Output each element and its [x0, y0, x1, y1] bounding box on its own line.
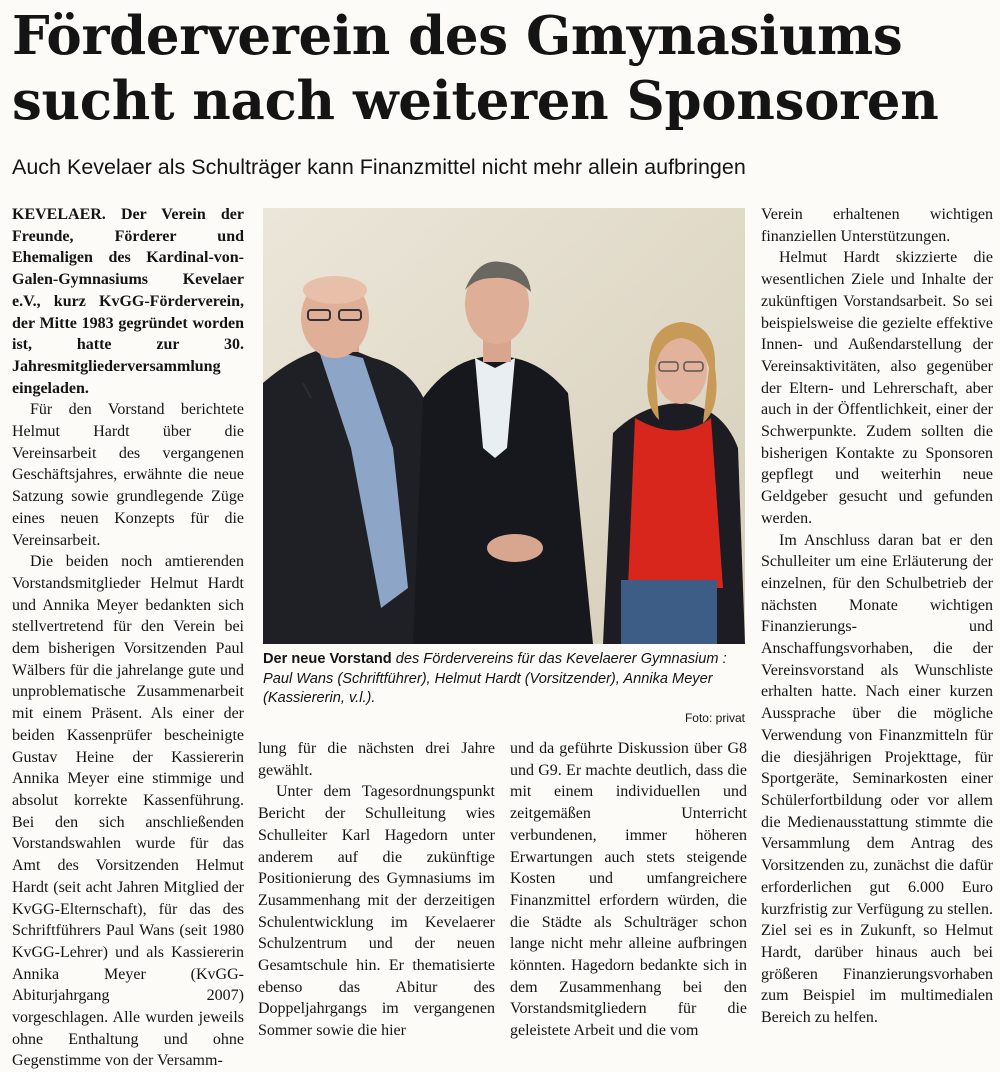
- body-paragraph: Helmut Hardt skizzierte die wesentlichen Ziele und Inhalte der zukünftigen Vorstandsarbeit. So sei beispielsweise die gezielte effektive Innen- und Außendarstellung der Vereinsaktivitäten, also gegenüber der Eltern- und Lehrerschaft, aber auch in der Öffentlichkeit, einer der Schwerpunkte. Zudem sollten die bisherigen Kontakte zu Sponsoren gepflegt und weiterhin neue Geldgeber gesucht und gefunden werden.: [761, 249, 993, 527]
- board-photo-illustration: [263, 208, 745, 644]
- body-paragraph: Die beiden noch amtierenden Vorstandsmitglieder Helmut Hardt und Annika Meyer bedankten sich stellvertretend für den Verein bei dem bisherigen Vorsitzenden Paul Wälbers für die jahrelange gute und unproblematische Zusammenarbeit mit einem Präsent. Als einer der beiden Kassenprüfer bescheinigte Gustav Heine der Kassiererin Annika Meyer eine stimmige und absolut korrekte Kassenführung. Bei den sich anschließenden Vorstandswahlen wurde für das Amt des Vorsitzenden Helmut Hardt (seit acht Jahren Mitglied der KvGG-Elternschaft), für das des Schriftführers Paul Wans (seit 1980 KvGG-Lehrer) und als Kassiererin Annika Meyer (KvGG-Abiturjahrgang 2007) vorgeschlagen. Alle wurden jeweils ohne Enthaltung und ohne Gegenstimme von der Versamm-: [12, 553, 244, 1070]
- column-2: [258, 738, 495, 1042]
- caption-lead: Der neue Vorstand: [263, 651, 392, 667]
- board-photo: [263, 208, 745, 644]
- column-4: [761, 204, 993, 1029]
- body-paragraph: und da geführte Diskussion über G8 und G9. Er machte deutlich, dass die mit einem individuellen und zeitgemäßen Unterricht verbundenen, immer höheren Erwartungen auch stets steigende Kosten und umfangreichere Finanzmittel erfordern würden, die die Städte als Schulträger schon lange nicht mehr alleine aufbringen könnten. Hagedorn bedankte sich in dem Zusammenhang bei den Vorstandsmitgliedern für die geleistete Arbeit und die vom: [510, 740, 747, 1040]
- column-3: [510, 738, 747, 1042]
- body-paragraph: Verein erhaltenen wichtigen finanziellen Unterstützungen.: [761, 206, 993, 245]
- photo-caption: [263, 650, 745, 729]
- caption-text: des Fördervereins für das Kevelaerer Gymnasium : Paul Wans (Schriftführer), Helmut Hardt (Vorsitzender), Annika Meyer (Kassiererin, v.l.).: [263, 651, 727, 706]
- column-1: [12, 204, 244, 1072]
- body-paragraph: lung für die nächsten drei Jahre gewählt.: [258, 740, 495, 779]
- body-paragraph: Im Anschluss daran bat er den Schulleiter um eine Erläuterung der einzelnen, für den Schulbetrieb der nächsten Monate wichtigen Finanzierungs- und Anschaffungsvorhaben, die der Vereinsvorstand als Wunschliste erhalten hatte. Nach einer kurzen Aussprache über die mögliche Verwendung von Finanzmitteln für die diesjährigen Projekttage, für Sportgeräte, Seminarkosten einer Schülerfortbildung oder vor allem die Medienausstattung stimmte die Versammlung dem Antrag des Vorsitzenden zu, zunächst die dafür erforderlichen gut 6.000 Euro kurzfristig zur Verfügung zu stellen. Ziel sei es in Zukunft, so Helmut Hardt, darüber hinaus auch bei größeren Finanzierungsvorhaben zum Beispiel im multimedialen Bereich zu helfen.: [761, 531, 993, 1027]
- body-paragraph: Unter dem Tagesordnungspunkt Bericht der Schulleitung wies Schulleiter Karl Hagedorn unter anderem auf die zukünftige Positionierung des Gymnasiums im Zusammenhang mit der derzeitigen Schulentwicklung im Kevelaerer Schulzentrum und der neuen Gesamtschule hin. Er thematisierte ebenso das Abitur des Doppeljahrgangs im vergangenen Sommer sowie die hier: [258, 783, 495, 1040]
- photo-credit: Foto: privat: [684, 711, 745, 725]
- headline: Förderverein des Gmynasiums sucht nach weiteren Sponsoren: [12, 5, 939, 132]
- subheadline: Auch Kevelaer als Schulträger kann Finanzmittel nicht mehr allein aufbringen: [12, 155, 746, 179]
- body-paragraph: Für den Vorstand berichtete Helmut Hardt über die Vereinsarbeit des vergangenen Geschäftsjahres, erwähnte die neue Satzung sowie grundlegende Züge eines neuen Konzepts für die Vereinsarbeit.: [12, 401, 244, 549]
- lead-paragraph: KEVELAER. Der Verein der Freunde, Förderer und Ehemaligen des Kardinal-von-Galen-Gymnasiums Kevelaer e.V., kurz KvGG-Förderverein, der Mitte 1983 gegründet worden ist, hatte zur 30. Jahresmitgliederversammlung eingeladen.: [12, 206, 244, 397]
